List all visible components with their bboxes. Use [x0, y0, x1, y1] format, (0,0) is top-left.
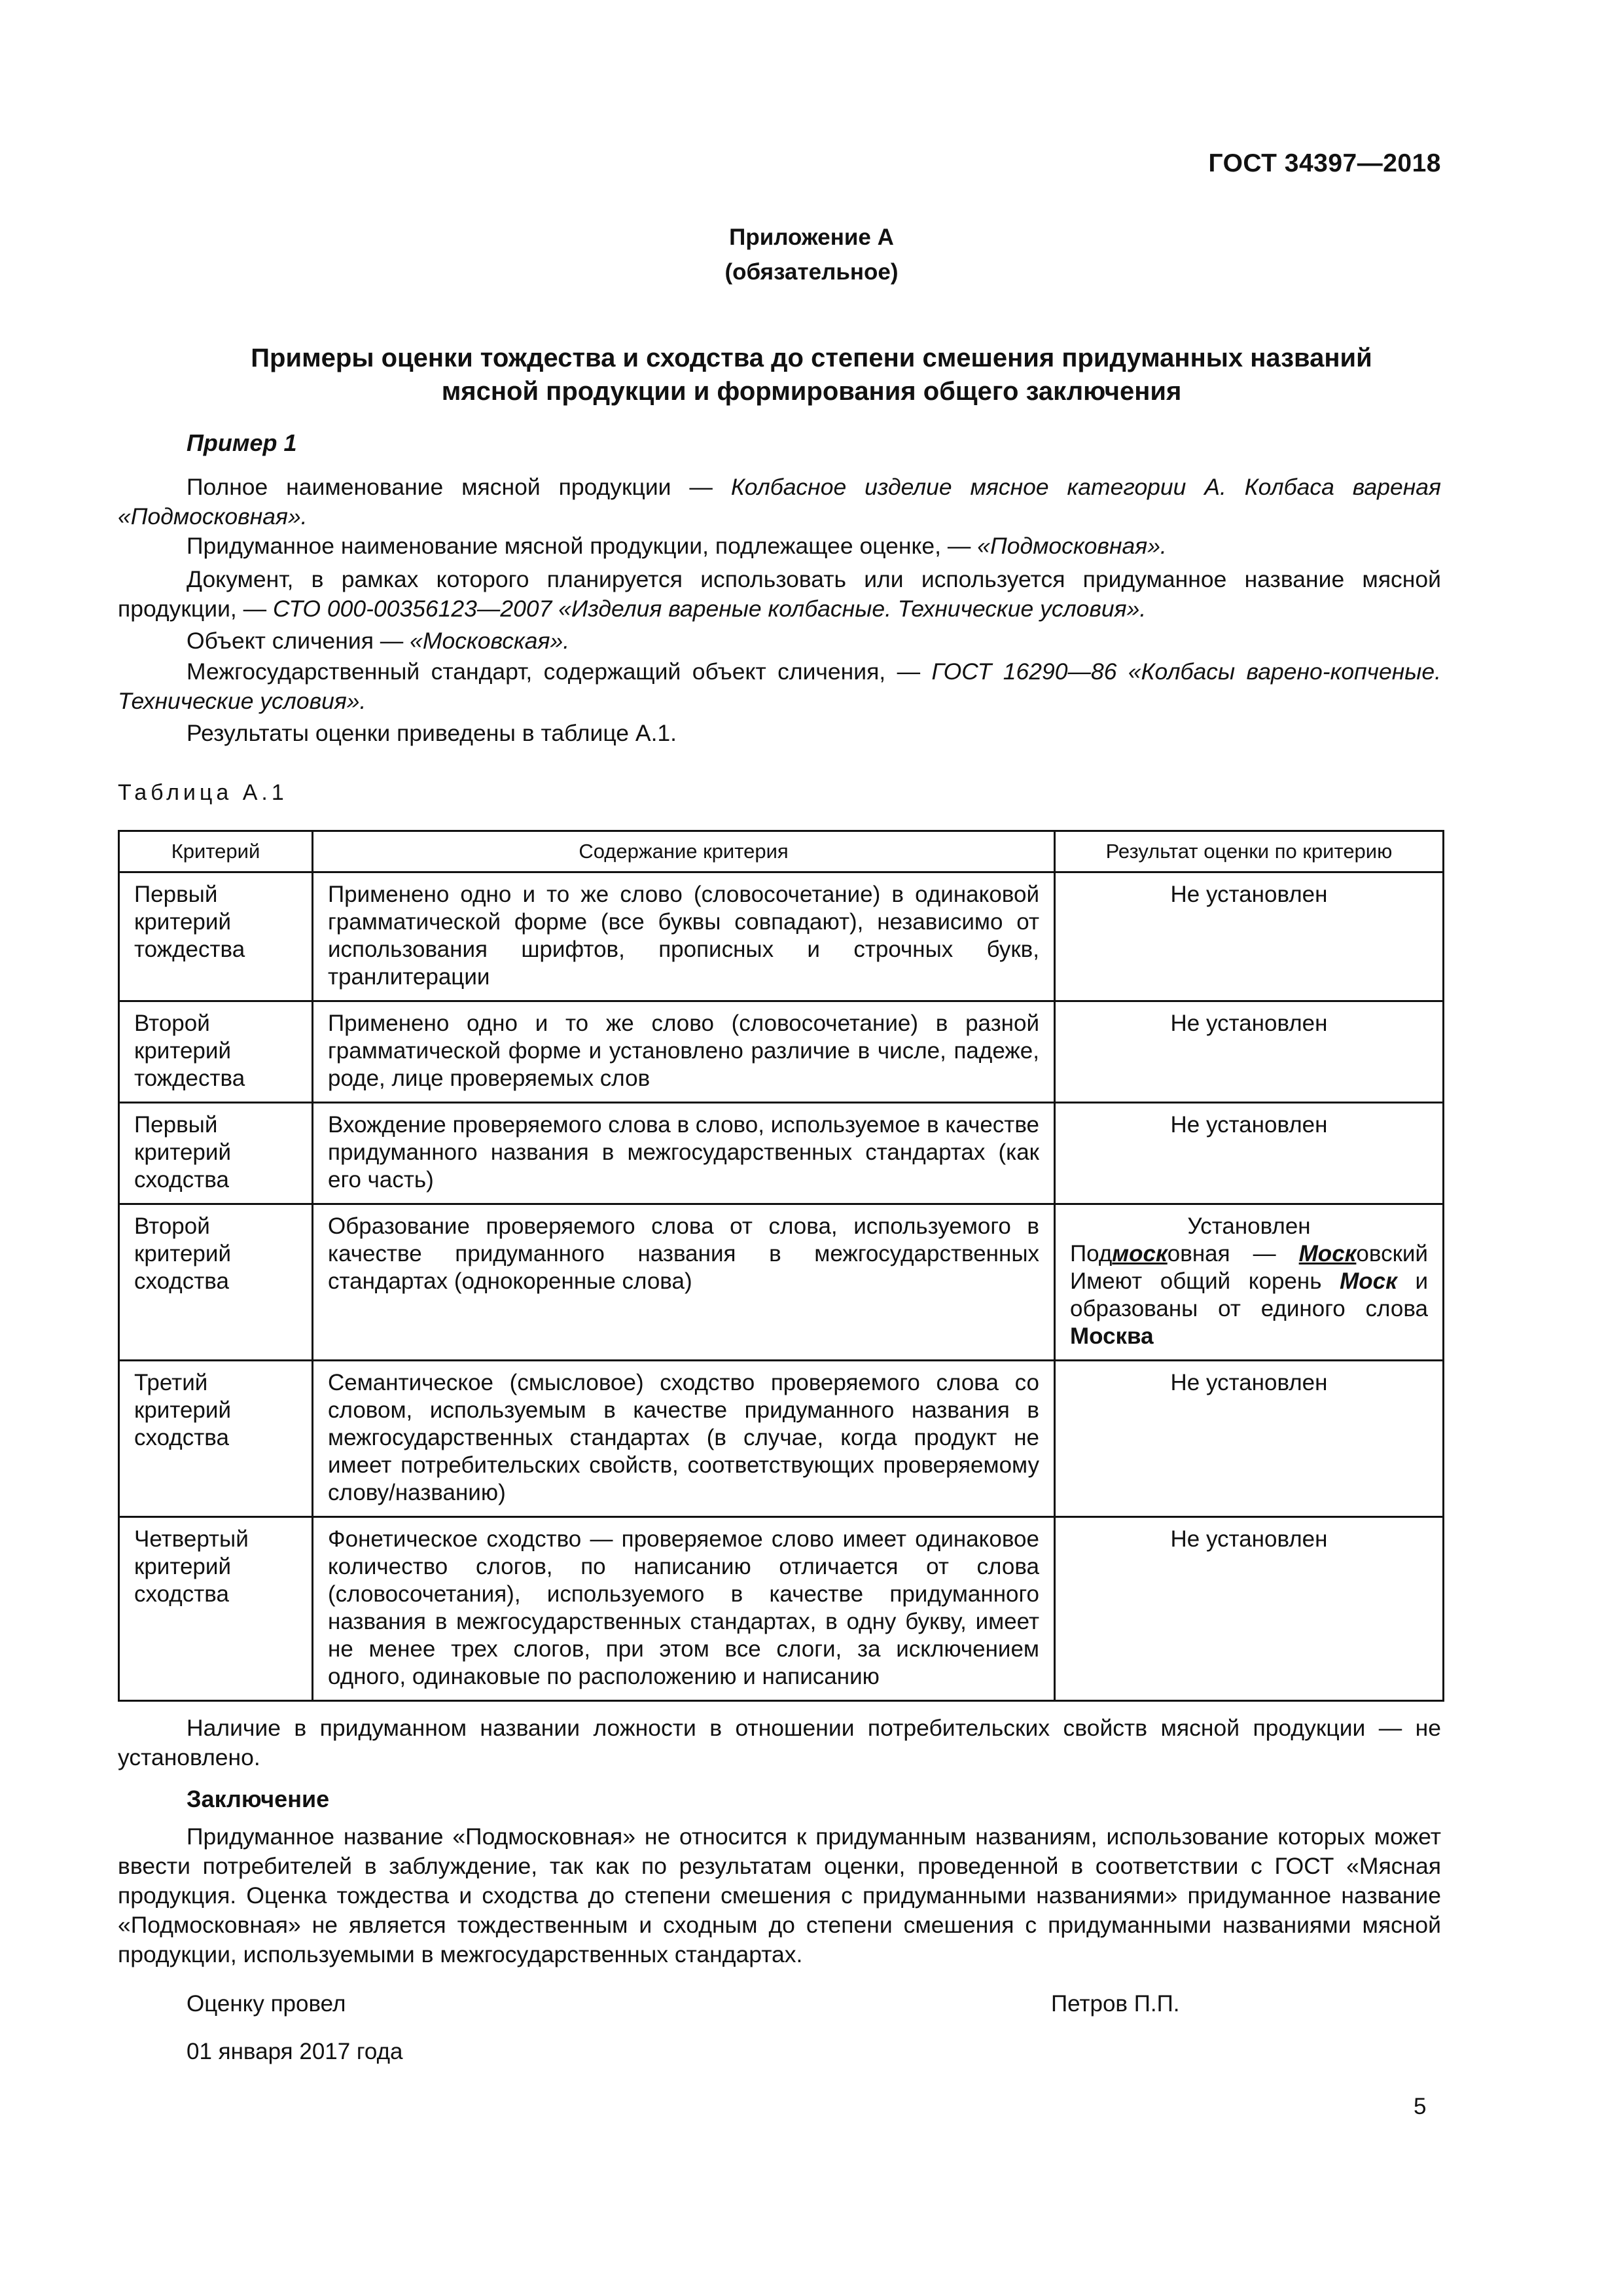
word1-prefix: Под — [1070, 1241, 1113, 1266]
word1-suffix: овная — [1167, 1241, 1230, 1266]
standard-code: ГОСТ 34397—2018 — [1208, 149, 1441, 177]
signature-label: Оценку провел — [187, 1991, 346, 2017]
content-cell: Применено одно и то же слово (словосочетание) в разной грамматической форме и установлено различие в числе, падеже, роде, лице проверяемых слов — [313, 1001, 1055, 1103]
criterion-cell: Второй критерий сходства — [119, 1204, 313, 1361]
column-header-result: Результат оценки по критерию — [1055, 831, 1444, 872]
word2-root: Моск — [1298, 1241, 1357, 1266]
conclusion-text: Придуманное название «Подмосковная» не относится к придуманным названиям, использование которых может ввести потребителей в заблуждение, так как по результатам оценки, проведенной в соответствии с ГОСТ «Мясная продукция. Оценка тождества и сходства до степени смешения с придуманными названиями» придуманное название «Подмосковная» не является тождественным и сходным до степени смешения с придуманными названиями мясной продукции, используемыми в межгосударственных стандартах. — [118, 1823, 1441, 1967]
column-header-criterion: Критерий — [119, 831, 313, 872]
paragraph-full-name — [118, 473, 1441, 531]
table-row — [119, 872, 1444, 1001]
conclusion-heading: Заключение — [187, 1785, 330, 1812]
paragraph-label: Объект сличения — — [187, 628, 410, 654]
main-title-line-2: мясной продукции и формирования общего заключения — [441, 377, 1182, 406]
paragraph-document — [118, 565, 1441, 624]
content-cell: Применено одно и то же слово (словосочетание) в одинаковой грамматической форме (все буквы совпадают), независимо от использования шрифтов, прописных и строчных букв, транлитерации — [313, 872, 1055, 1001]
paragraph-label: Придуманное наименование мясной продукции, подлежащее оценке, — — [187, 533, 978, 559]
paragraph-label: Документ, в рамках которого планируется использовать или используется придуманное название мясной продукции, — — [118, 566, 1441, 622]
page-number: 5 — [1414, 2094, 1427, 2119]
annex-status: (обязательное) — [724, 259, 899, 285]
paragraph-standard — [118, 657, 1441, 716]
criterion-cell: Третий критерий сходства — [119, 1361, 313, 1517]
table-row — [119, 1517, 1444, 1701]
table-row — [119, 1103, 1444, 1204]
paragraph-value: «Подмосковная». — [977, 533, 1167, 559]
paragraph-value: «Московская». — [410, 628, 570, 654]
criterion-cell: Первый критерий сходства — [119, 1103, 313, 1204]
table-caption: Таблица А.1 — [118, 780, 288, 805]
criterion-cell: Первый критерий тождества — [119, 872, 313, 1001]
paragraph-value: Колбасное изделие мясное категории А. Колбаса вареная «Подмосковная». — [118, 474, 1441, 529]
common-root: Моск — [1340, 1268, 1397, 1294]
annex-title: Приложение А — [729, 224, 894, 250]
paragraph-comparison-object — [118, 626, 1441, 656]
example-heading: Пример 1 — [187, 429, 297, 456]
table-row — [119, 1204, 1444, 1361]
result-cell: Не установлен — [1055, 1103, 1444, 1204]
result-cell: Не установлен — [1055, 872, 1444, 1001]
word1-root: моск — [1112, 1241, 1168, 1266]
signature-date: 01 января 2017 года — [187, 2039, 403, 2064]
criterion-cell: Четвертый критерий сходства — [119, 1517, 313, 1701]
paragraph-results-reference: Результаты оценки приведены в таблице А.1. — [187, 720, 677, 746]
result-cell-detailed — [1055, 1204, 1444, 1361]
column-header-content: Содержание критерия — [313, 831, 1055, 872]
paragraph-value: ГОСТ 16290—86 «Колбасы варено-копченые. Технические условия». — [118, 658, 1441, 714]
criteria-table — [118, 830, 1444, 1702]
content-cell: Вхождение проверяемого слова в слово, используемое в качестве придуманного названия в межгосударственных стандартах (как его часть) — [313, 1103, 1055, 1204]
result-status: Установлен — [1187, 1213, 1311, 1239]
paragraph-label: Межгосударственный стандарт, содержащий объект сличения, — — [187, 658, 932, 685]
main-title — [131, 342, 1492, 408]
signature-name: Петров П.П. — [1051, 1991, 1180, 2017]
paragraph-invented-name — [118, 531, 1441, 561]
derived-text: и образованы от единого слова — [1070, 1268, 1428, 1321]
content-cell: Семантическое (смысловое) сходство проверяемого слова со словом, используемым в качестве придуманного названия в межгосударственных стандартах (в случае, когда продукт не имеет потребительских свойств, соответствующих проверяемому слову/названию) — [313, 1361, 1055, 1517]
result-cell: Не установлен — [1055, 1001, 1444, 1103]
word2-suffix: овский — [1356, 1241, 1428, 1266]
result-cell: Не установлен — [1055, 1361, 1444, 1517]
dash: — — [1230, 1241, 1299, 1266]
result-cell: Не установлен — [1055, 1517, 1444, 1701]
content-cell: Образование проверяемого слова от слова, используемого в качестве придуманного названия в межгосударственных стандартах (однокоренные слова) — [313, 1204, 1055, 1361]
content-cell: Фонетическое сходство — проверяемое слово имеет одинаковое количество слогов, по написанию отличается от слова (словосочетания), используемого в качестве придуманного названия в межгосударственных стандартах, в одну букву, имеет не менее трех слогов, при этом все слоги, за исключением одного, одинаковые по расположению и написанию — [313, 1517, 1055, 1701]
paragraph-falsity-statement: Наличие в придуманном названии ложности в отношении потребительских свойств мясной продукции — не установлено. — [118, 1715, 1441, 1770]
table-row — [119, 1001, 1444, 1103]
table-header-row — [119, 831, 1444, 872]
paragraph-label: Полное наименование мясной продукции — — [187, 474, 731, 500]
common-root-text: Имеют общий корень — [1070, 1268, 1340, 1294]
source-word: Москва — [1070, 1323, 1154, 1349]
table-row — [119, 1361, 1444, 1517]
criterion-cell: Второй критерий тождества — [119, 1001, 313, 1103]
main-title-line-1: Примеры оценки тождества и сходства до степени смешения придуманных названий — [251, 344, 1372, 372]
paragraph-value: СТО 000-00356123—2007 «Изделия вареные колбасные. Технические условия». — [273, 596, 1147, 622]
